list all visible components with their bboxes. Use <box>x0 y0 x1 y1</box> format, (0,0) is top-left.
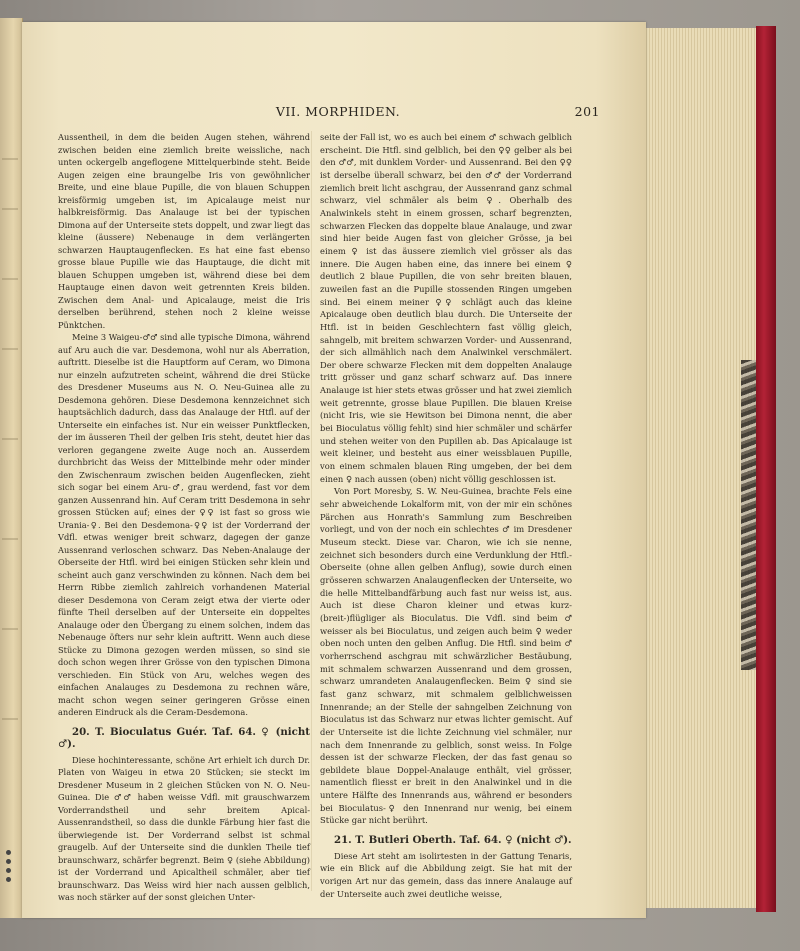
paragraph: Diese Art steht am isolirtesten in der Gattung Tenaris, wie ein Blick auf die Abbildung zeigt. Sie hat mit der vorigen Art nur das gemein, dass das innere Analauge auf der Unterseite auch zwei deutliche weisse, <box>320 850 572 899</box>
paragraph: Meine 3 Waigeu-♂♂ sind alle typische Dimona, während auf Aru auch die var. Desdemona, wohl nur als Aberration, auftritt. Dieselbe ist die Hauptform auf Ceram, wo Dimona nur einzeln aufzutreten scheint, während die drei Stücke des Dresdener Museums aus N. O. Neu-Guinea alle zu Desdemona gehören. Diese Desdemona kennzeichnet sich hauptsächlich dadurch, dass das Analauge der Htfl. auf der Unterseite ein einfaches ist. Nur ein weisser Punktflecken, der im äusseren Theil der gelben Iris steht, deutet hier das verloren gegangene zweite Auge noch an. Ausserdem durchbricht das Weiss der Mittelbinde mehr oder minder den Zwischenraum zwischen beiden Augenflecken, zieht sich sogar bei einem Aru-♂, grau werdend, fast vor dem ganzen Aussenrand hin. Auf Ceram tritt Desdemona in sehr grossen Stücken auf; eines der ♀♀ ist fast so gross wie Urania-♀. Bei den Desdemona-♀♀ ist der Vorderrand der Vdfl. etwas weniger breit schwarz, dagegen der ganze Aussenrand verloschen schwarz. Das Neben-Analauge der Oberseite der Htfl. wird bei einigen Stücken sehr klein und scheint auch ganz verschwinden zu können. Nach dem bei Herrn Ribbe ziemlich zahlreich vorhandenen Material dieser Desdemona von Ceram zeigt etwa der vierte oder fünfte Theil derselben auf der Unterseite ein doppeltes Analauge oder den Übergang zu einem solchen, indem das Nebenauge öfters nur sehr klein auftritt. Wenn auch diese Stücke zu Dimona gezogen werden müssen, so sind sie doch schon wegen ihrer Grösse von den typischen Dimona verschieden. Ein Stück von Aru, welches wegen des einfachen Analauges zu Desdemona zu rechnen wäre, macht schon wegen seiner geringeren Grösse einen anderen Eindruck als die Ceram-Desdemona. <box>58 332 310 717</box>
marbled-edge <box>741 360 757 670</box>
paragraph: Diese hochinteressante, schöne Art erhielt ich durch Dr. Platen von Waigeu in etwa 20 Stücken; sie steckt im Dresdener Museum in 2 gleichen Stücken von N. O. Neu-Guinea. Die ♂♂ haben weisse Vdfl. mit grauschwarzem Vorderrandstheil und sehr breitem Apical-Aussenrandstheil, so dass die dunkle Färbung hier fast die überwiegende ist. Der Vorderrand selbst ist schmal graugelb. Auf der Unterseite sind die dunklen Theile tief braunschwarz, schärfer begrenzt. Beim ♀ (siehe Abbildung) ist der Vorderrand und Apicaltheil schmäler, aber tief braunschwarz. Das Weiss wird hier nach aussen gelblich, was noch stärker auf der sonst gleichen Unter- <box>58 754 310 902</box>
column-gutter <box>311 131 312 891</box>
running-header <box>58 104 618 122</box>
page-number: 201 <box>574 104 600 119</box>
section-title: VII. MORPHIDEN. <box>275 104 401 119</box>
paragraph: Aussentheil, in dem die beiden Augen stehen, während zwischen beiden eine ziemlich breite weissliche, nach unten ockergelb angeflogene Mittelquerbinde steht. Beide Augen zeigen eine braungelbe Iris von gewöhnlicher Breite, und eine blaue Pupille, die von blauen Schuppen kreisförmig umgeben ist, im Apicalauge meist nur halbkreisförmig. Das Analauge ist bei der typischen Dimona auf der Unterseite stets doppelt, und zwar liegt das kleine (äussere) Nebenauge in dem verlängerten schwarzen Hauptaugenflecken. Es hat eine fast ebenso grosse blaue Pupille wie das Hauptauge, die dicht mit blauen Schuppen umgeben ist, während diese bei dem Hauptauge einen davon weit getrennten Kreis bilden. Zwischen dem Anal- und Apicalauge, meist die Iris derselben berührend, stehen noch 2 kleine weisse Pünktchen. <box>58 132 310 330</box>
section-heading: 20. T. Bioculatus Guér. Taf. 64. ♀ (nicht ♂). <box>58 725 310 750</box>
book-cover-edge <box>756 26 776 912</box>
paragraph: Von Port Moresby, S. W. Neu-Guinea, brachte Fels eine sehr abweichende Lokalform mit, von der mir ein schönes Pärchen aus Honrath's Sammlung zum Beschreiben vorliegt, und von der noch ein schlechtes ♂ im Dresdener Museum steckt. Diese var. Charon, wie ich sie nenne, zeichnet sich besonders durch eine Verdunklung der Htfl.-Oberseite (ohne allen gelben Anflug), sowie durch einen grösseren schwarzen Analaugenflecken der Unterseite, wo die helle Mittelbandfärbung auch fast nur weiss ist, aus. Auch ist diese Charon kleiner und etwas kurz-(breit-)flügliger als Bioculatus. Die Vdfl. sind beim ♂ weisser als bei Bioculatus, und zeigen auch beim ♀ weder oben noch unten den gelben Anflug. Die Htfl. sind beim ♂ vorherrschend aschgrau mit schwärzlicher Bestäubung, mit schmalem schwarzen Aussenrand und dem grossen, schwarz umrandeten Analaugenflecken. Beim ♀ sind sie fast ganz schwarz, mit schmalem gelblichweissen Innenrande; an der Stelle der sahngelben Zeichnung von Bioculatus ist das Schwarz nur etwas lichter gemischt. Auf der Unterseite ist die lichte Zeichnung viel schmäler, nur nach dem Innenrande zu gelblich, sonst weiss. In Folge dessen ist der schwarze Flecken, der das fast genau so gebildete blaue Doppel-Analauge enthält, viel grösser, namentlich fliesst er breit in den Analwinkel und in die untere Hälfte des Innenrands aus, während er besonders bei Bioculatus-♀ den Innenrand nur wenig, bei einem Stücke gar nicht berührt. <box>320 486 572 826</box>
section-heading: 21. T. Butleri Oberth. Taf. 64. ♀ (nicht ♂). <box>334 834 572 847</box>
previous-page-edge <box>0 18 23 918</box>
scan-marker-dots <box>5 850 13 910</box>
paragraph: seite der Fall ist, wo es auch bei einem ♂ schwach gelblich erscheint. Die Htfl. sind gelblich, bei den ♀♀ gelber als bei den ♂♂, mit dunklem Vorder- und Aussenrand. Bei den ♀♀ ist derselbe überall schwarz, bei den ♂♂ der Vorderrand ziemlich breit licht aschgrau, der Aussenrand ganz schmal schwarz, viel schmäler als beim ♀. Oberhalb des Analwinkels steht in einem grossen, scharf begrenzten, schwarzen Flecken das doppelte blaue Analauge, und zwar sind hier beide Augen fast von gleicher Grösse, ja bei einem ♀ ist das äussere ziemlich viel grösser als das innere. Die Augen haben eine, das innere bei einem ♀ deutlich 2 blaue Pupillen, die von sehr breiten blauen, zuweilen fast an die Pupille stossenden Ringen umgeben sind. Bei einem meiner ♀♀ schlägt auch das kleine Apicalauge oben deutlich blau durch. Die Unterseite der Htfl. ist in beiden Geschlechtern fast völlig gleich, sahngelb, mit breitem schwarzen Vorder- und Aussenrand, der sich allmählich nach dem Analwinkel verschmälert. Der obere schwarze Flecken mit dem doppelten Analauge tritt grösser und ganz scharf schwarz auf. Das innere Analauge ist hier stets etwas grösser und hat zwei ziemlich weit getrennte, grosse blaue Pupillen. Die blauen Kreise (nicht Iris, wie sie Hewitson bei Dimona nennt, die aber bei Bioculatus völlig fehlt) sind hier schmäler und schärfer und stehen weiter von den Pupillen ab. Das Apicalauge ist weit kleiner, und besteht aus einer weissblauen Pupille, von einem schmalen blauen Ring umgeben, der bei dem einen ♀ nach aussen (oben) nicht völlig geschlossen ist. <box>320 132 572 484</box>
right-column <box>320 131 572 900</box>
left-column <box>58 131 310 904</box>
